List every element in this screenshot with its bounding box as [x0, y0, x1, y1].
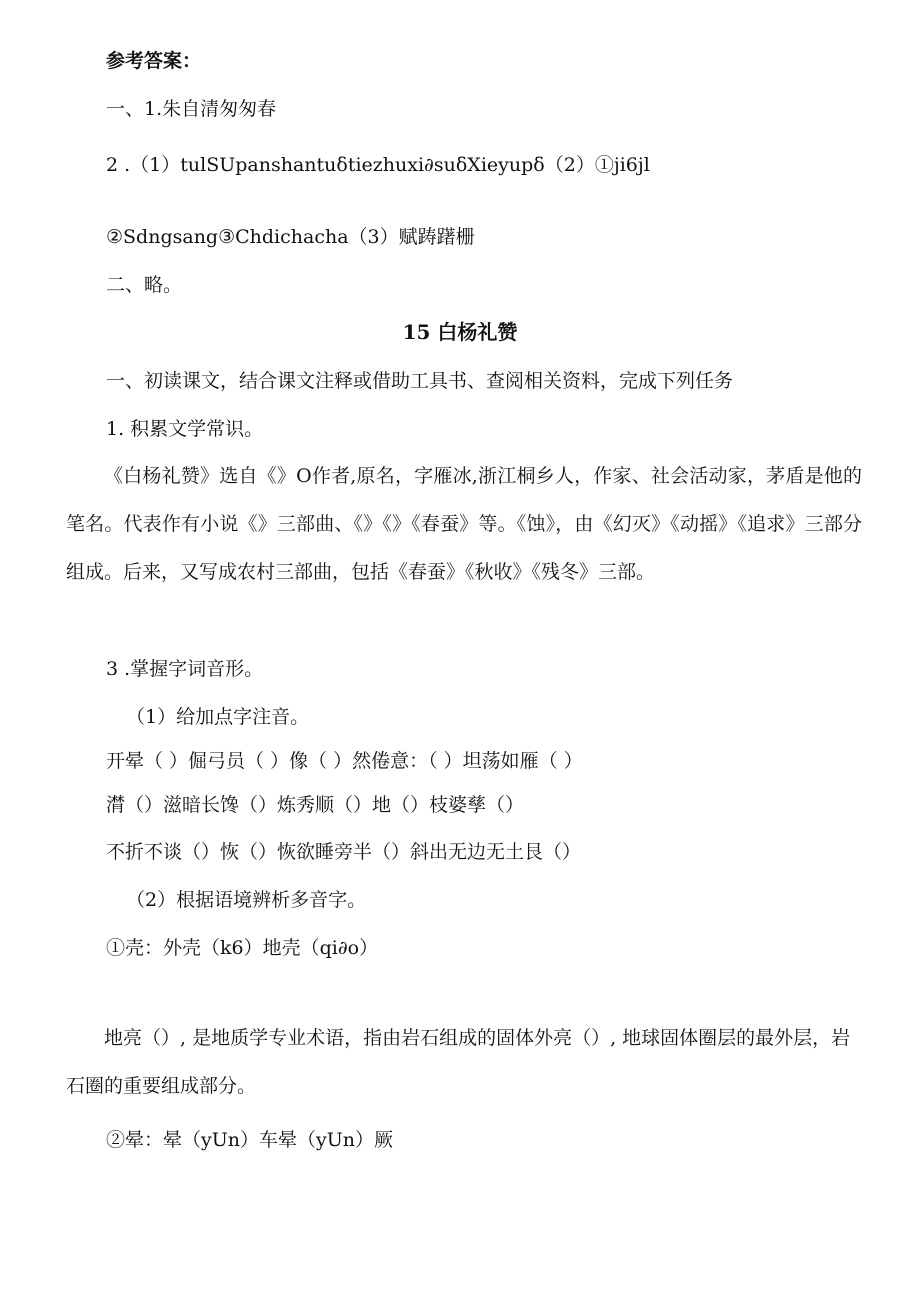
answer-line-2: 2 .（1）tulSUpanshantuδtiezhuxi∂suδXieyupδ（2）①ji6jl [106, 154, 650, 176]
answer-heading: 参考答案： [106, 50, 202, 72]
subtask-1-heading: （1）给加点字注音。 [126, 706, 310, 728]
polyphone-1-text: 地亮（）, 是地质学专业术语，指由岩石组成的固体外亮（）, 地球固体圈层的最外层，岩石圈的重要组成部分。 [66, 1027, 851, 1097]
pinyin-row-2: 潸（）滋暗长馋（）炼秀顺（）地（）枝婆孳（） [106, 794, 525, 816]
literature-paragraph: 《白杨礼赞》选自《》O作者,原名，字雁冰,浙江桐乡人，作家、社会活动家，茅盾是他的笔名。代表作有小说《》三部曲、《》《》《春蚕》等。《蚀》，由《幻灭》《动摇》《追求》三部分组成。后来，又写成农村三部曲，包括《春蚕》《秋收》《残冬》三部。 [66, 465, 862, 583]
lesson-title: 15 白杨礼赞 [402, 320, 518, 344]
subtask-2-heading: （2）根据语境辨析多音字。 [126, 889, 367, 911]
answer-line-3: ②Sdngsang③Chdichacha（3）赋踌躇栅 [106, 226, 475, 248]
section-1-heading: 一、初读课文，结合课文注释或借助工具书、查阅相关资料，完成下列任务 [106, 370, 734, 392]
item-1-heading: 1. 积累文学常识。 [106, 418, 264, 440]
polyphone-2: ②晕：晕（yUn）车晕（yUn）厥 [106, 1129, 393, 1151]
item-3-heading: 3 .掌握字词音形。 [106, 658, 264, 680]
answer-line-4: 二、略。 [106, 274, 183, 296]
pinyin-row-1: 开晕（ ）倔弓员（ ）像（ ）然倦意：（ ）坦荡如雁（ ） [106, 750, 583, 772]
polyphone-1: ①壳：外壳（k6）地壳（qi∂o） [106, 937, 379, 959]
pinyin-row-3: 不折不谈（）恢（）恢欲睡旁半（）斜出无边无土艮（） [106, 841, 582, 863]
answer-line-1: 一、1.朱自清匆匆春 [106, 98, 277, 120]
